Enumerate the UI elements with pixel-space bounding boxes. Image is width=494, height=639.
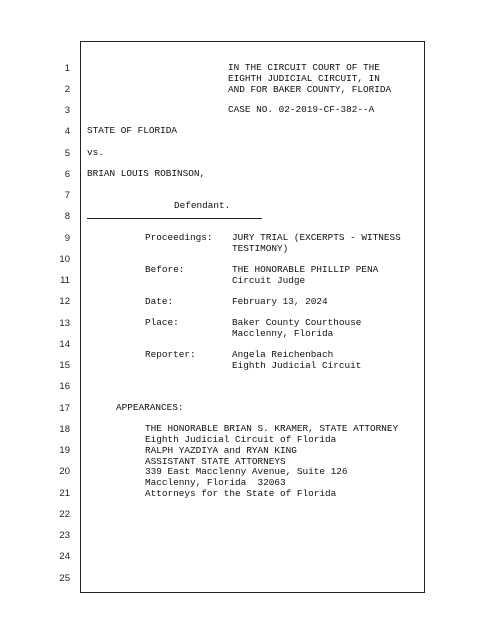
line-number: 24 bbox=[59, 551, 70, 562]
case-number: CASE NO. 02-2019-CF-382--A bbox=[228, 104, 375, 115]
line-number: 4 bbox=[64, 126, 70, 137]
line-number: 22 bbox=[59, 509, 70, 520]
line-number: 3 bbox=[64, 105, 70, 116]
line-number: 2 bbox=[64, 84, 70, 95]
reporter-label: Reporter: bbox=[145, 349, 196, 360]
line-number: 19 bbox=[59, 445, 70, 456]
before-value: Circuit Judge bbox=[232, 275, 306, 286]
line-number: 21 bbox=[59, 488, 70, 499]
reporter-value: Eighth Judicial Circuit bbox=[232, 360, 362, 371]
line-number: 25 bbox=[59, 573, 70, 584]
line-number: 15 bbox=[59, 360, 70, 371]
appearances-heading: APPEARANCES: bbox=[116, 402, 184, 413]
proceedings-value: TESTIMONY) bbox=[232, 243, 289, 254]
line-number: 8 bbox=[64, 211, 70, 222]
line-number: 9 bbox=[64, 233, 70, 244]
appearance-line: ASSISTANT STATE ATTORNEYS bbox=[145, 456, 286, 467]
line-number: 20 bbox=[59, 466, 70, 477]
court-heading-line: EIGHTH JUDICIAL CIRCUIT, IN bbox=[228, 73, 380, 84]
line-number: 14 bbox=[59, 339, 70, 350]
appearance-line: Attorneys for the State of Florida bbox=[145, 488, 337, 499]
line-number: 10 bbox=[59, 254, 70, 265]
line-number: 11 bbox=[60, 275, 70, 286]
line-number: 7 bbox=[64, 190, 70, 201]
appearance-line: THE HONORABLE BRIAN S. KRAMER, STATE ATTORNEY bbox=[145, 423, 399, 434]
line-number: 5 bbox=[64, 148, 70, 159]
line-number: 1 bbox=[64, 63, 70, 74]
proceedings-value: JURY TRIAL (EXCERPTS - WITNESS bbox=[232, 232, 401, 243]
line-number: 16 bbox=[59, 381, 70, 392]
proceedings-label: Proceedings: bbox=[145, 232, 213, 243]
appearance-line: RALPH YAZDIYA and RYAN KING bbox=[145, 445, 297, 456]
caption-rule bbox=[87, 218, 262, 219]
appearance-line: Macclenny, Florida 32063 bbox=[145, 477, 286, 488]
plaintiff-name: STATE OF FLORIDA bbox=[87, 125, 178, 136]
defendant-label: Defendant. bbox=[174, 200, 231, 211]
appearance-line: Eighth Judicial Circuit of Florida bbox=[145, 434, 337, 445]
court-heading-line: IN THE CIRCUIT COURT OF THE bbox=[228, 62, 380, 73]
before-label: Before: bbox=[145, 264, 185, 275]
defendant-name: BRIAN LOUIS ROBINSON, bbox=[87, 168, 206, 179]
reporter-value: Angela Reichenbach bbox=[232, 349, 334, 360]
line-number: 18 bbox=[59, 424, 70, 435]
line-number: 6 bbox=[64, 169, 70, 180]
versus-label: vs. bbox=[87, 147, 104, 158]
date-label: Date: bbox=[145, 296, 174, 307]
line-number: 13 bbox=[59, 318, 70, 329]
date-value: February 13, 2024 bbox=[232, 296, 328, 307]
line-number: 17 bbox=[59, 403, 70, 414]
court-heading-line: AND FOR BAKER COUNTY, FLORIDA bbox=[228, 84, 392, 95]
appearance-line: 339 East Macclenny Avenue, Suite 126 bbox=[145, 466, 348, 477]
place-label: Place: bbox=[145, 317, 179, 328]
line-number: 23 bbox=[59, 530, 70, 541]
place-value: Macclenny, Florida bbox=[232, 328, 334, 339]
before-value: THE HONORABLE PHILLIP PENA bbox=[232, 264, 379, 275]
place-value: Baker County Courthouse bbox=[232, 317, 362, 328]
line-number: 12 bbox=[59, 296, 70, 307]
